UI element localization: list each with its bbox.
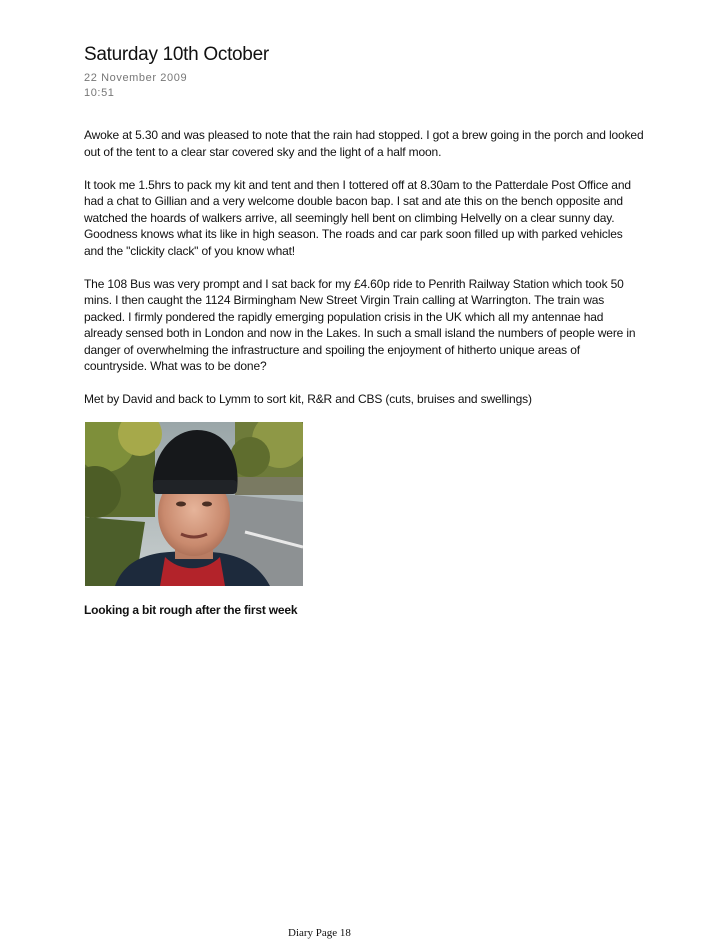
- entry-title: Saturday 10th October: [84, 44, 269, 65]
- entry-body: [84, 127, 644, 424]
- paragraph-3: The 108 Bus was very prompt and I sat back for my £4.60p ride to Penrith Railway Station which took 50 mins. I then caught the 1124 Birmingham New Street Virgin Train calling at Warrington. The train was packed. I firmly pondered the rapidly emerging population crisis in the UK which all my antennae had already sensed both in London and now in the Lakes. In such a small island the numbers of people were in danger of overwhelming the infrastructure and spoiling the enjoyment of hitherto unique areas of countryside. What was to be done?: [84, 276, 636, 373]
- selfie-photo: [85, 422, 303, 586]
- paragraph-1: Awoke at 5.30 and was pleased to note that the rain had stopped. I got a brew going in the porch and looked out of the tent to a clear star covered sky and the light of a half moon.: [84, 128, 644, 159]
- entry-time: 10:51: [84, 87, 115, 99]
- page-footer: Diary Page 18: [288, 927, 351, 939]
- photo-caption: Looking a bit rough after the first week: [84, 603, 298, 617]
- paragraph-4: Met by David and back to Lymm to sort kit, R&R and CBS (cuts, bruises and swellings): [84, 392, 532, 406]
- paragraph-2: It took me 1.5hrs to pack my kit and tent and then I tottered off at 8.30am to the Patterdale Post Office and had a chat to Gillian and a very welcome double bacon bap. I sat and ate this on the bench opposite and watched the hoards of walkers arrive, all seemingly hell bent on climbing Helvelly on a clear sunny day. Goodness knows what its like in high season. The roads and car park soon filled up with parked vehicles and the "clickity clack" of you know what!: [84, 177, 631, 258]
- entry-date: 22 November 2009: [84, 72, 188, 84]
